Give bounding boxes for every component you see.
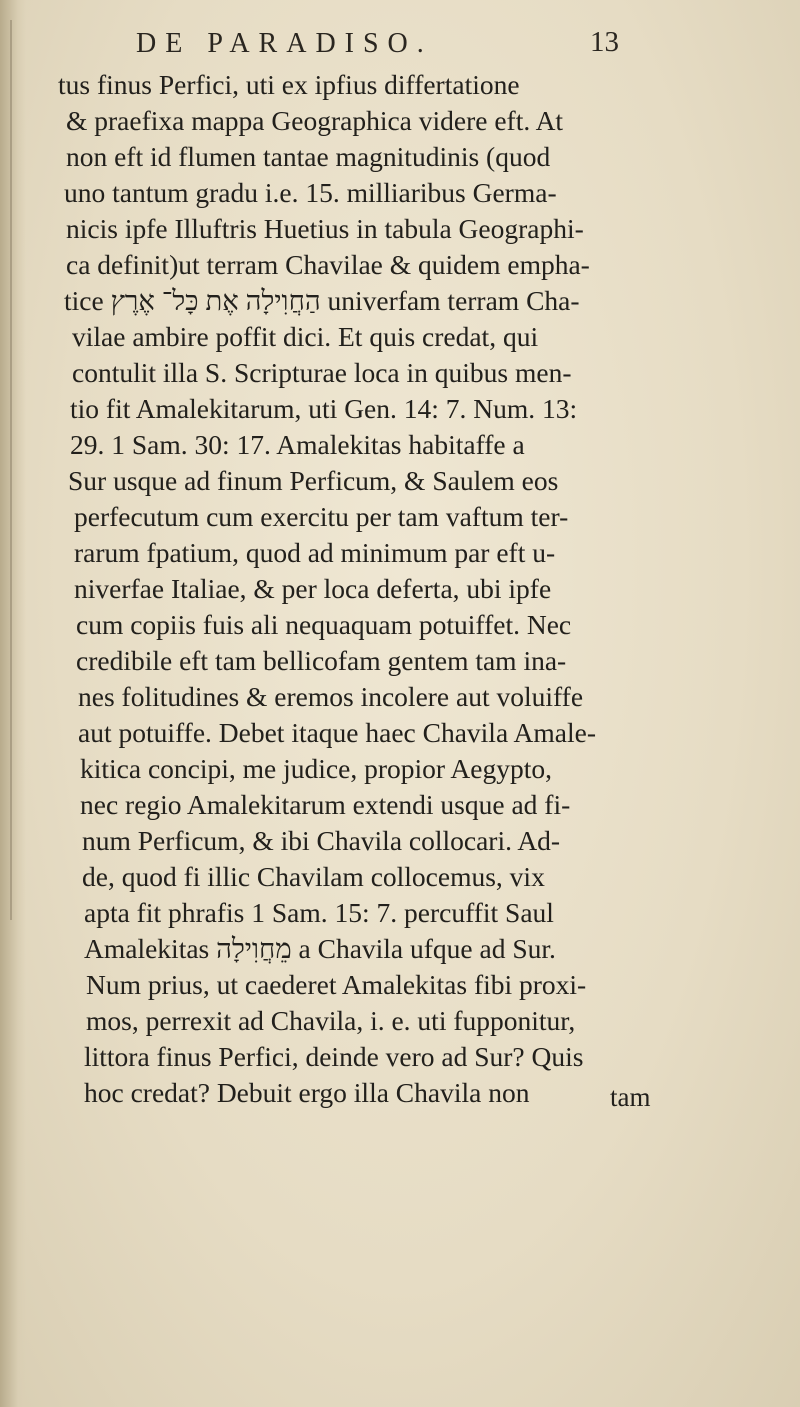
text-line: Num prius, ut caederet Amalekitas fibi proxi- [86,969,587,1000]
text-line: mos, perrexit ad Chavila, i. e. uti fupponitur, [86,1005,576,1036]
binding-shadow [0,0,26,1407]
text-line: nicis ipfe Illuftris Huetius in tabula Geographi- [66,213,584,244]
text-line: perfecutum cum exercitu per tam vaftum ter- [74,501,569,532]
text-line: vilae ambire poffit dici. Et quis credat, qui [72,321,539,352]
text-line: hoc credat? Debuit ergo illa Chavila non [84,1077,530,1108]
text-line: nec regio Amalekitarum extendi usque ad fi- [80,789,571,820]
text-line: de, quod fi illic Chavilam collocemus, vix [82,861,545,892]
text-line: tice הַחֲוִילָה אֶת כָּל־ אֶרֶץ univerfam terram Cha- [64,285,580,316]
text-line: cum copiis fuis ali nequaquam potuiffet. Nec [76,609,572,640]
text-line: 29. 1 Sam. 30: 17. Amalekitas habitaffe a [70,429,525,460]
text-line: & praefixa mappa Geographica videre eft. At [66,105,564,136]
text-line: Amalekitas מֵחֲוִילָה a Chavila ufque ad Sur. [84,933,556,964]
text-line: kitica concipi, me judice, propior Aegypto, [80,753,552,784]
text-line: rarum fpatium, quod ad minimum par eft u- [74,537,556,568]
text-line: non eft id flumen tantae magnitudinis (quod [66,141,551,172]
running-head: DE PARADISO. [136,28,433,59]
text-line: nes folitudines & eremos incolere aut voluiffe [78,681,584,712]
text-line: apta fit phrafis 1 Sam. 15: 7. percuffit Saul [84,897,554,928]
text-line: littora finus Perfici, deinde vero ad Sur? Quis [84,1041,584,1072]
text-line: niverfae Italiae, & per loca deferta, ubi ipfe [74,573,552,604]
text-line: aut potuiffe. Debet itaque haec Chavila Amale- [78,717,596,748]
text-line: uno tantum gradu i.e. 15. milliaribus Germa- [64,177,557,208]
page-number: 13 [590,26,619,58]
text-line: Sur usque ad finum Perficum, & Saulem eos [68,465,559,496]
binding-edge [10,20,12,920]
page-header [0,26,800,66]
text-line: contulit illa S. Scripturae loca in quibus men- [72,357,572,388]
catchword: tam [610,1082,651,1112]
text-line: ca definit)ut terram Chavilae & quidem empha- [66,249,590,280]
text-line: tus finus Perfici, uti ex ipfius differtatione [58,69,520,100]
text-line: tio fit Amalekitarum, uti Gen. 14: 7. Num. 13: [70,393,578,424]
text-line: num Perficum, & ibi Chavila collocari. Ad- [82,825,561,856]
text-line: credibile eft tam bellicofam gentem tam ina- [76,645,567,676]
